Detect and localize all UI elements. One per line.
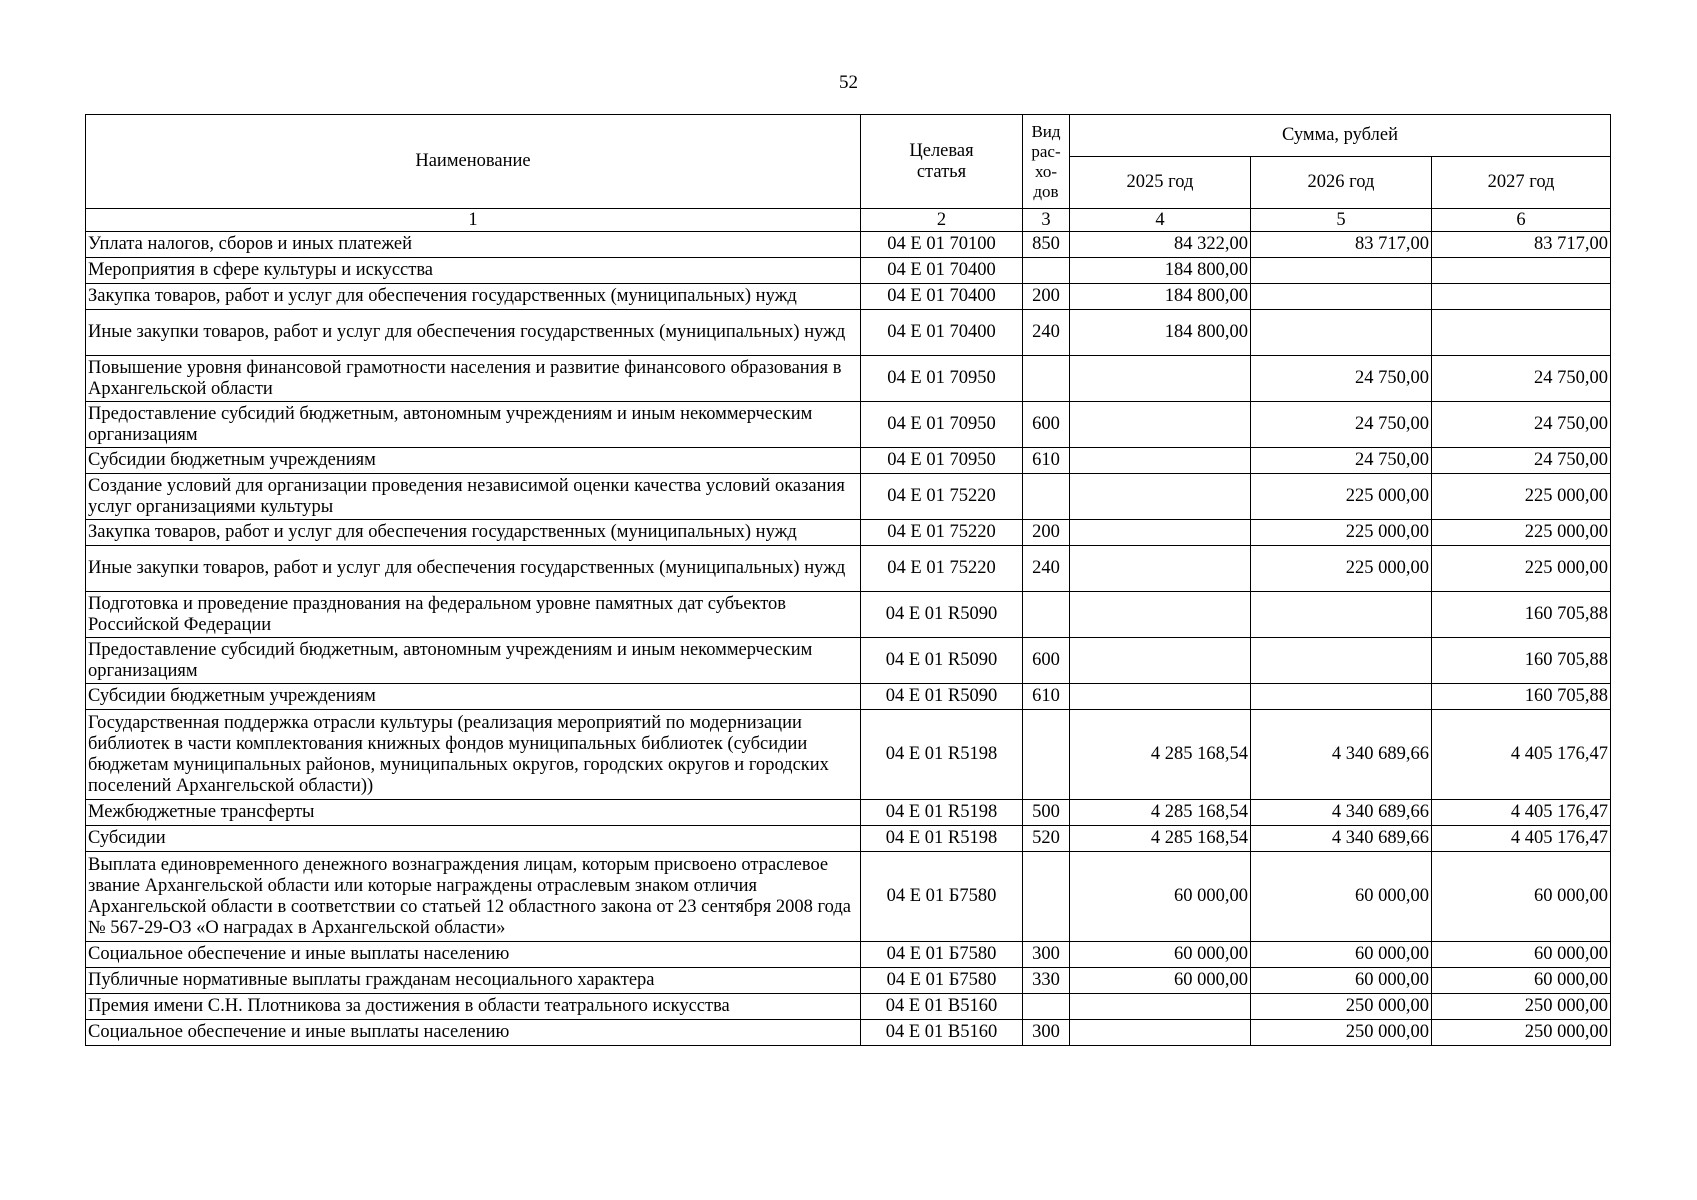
row-amount-2026: 4 340 689,66 — [1251, 826, 1432, 852]
table-row — [86, 942, 1611, 968]
row-expense-type: 610 — [1023, 684, 1070, 710]
row-expense-type: 200 — [1023, 520, 1070, 546]
row-expense-type: 600 — [1023, 638, 1070, 684]
row-expense-type — [1023, 258, 1070, 284]
table-row — [86, 232, 1611, 258]
row-code: 04 E 01 B5160 — [861, 1020, 1023, 1046]
row-name: Субсидии — [86, 826, 861, 852]
row-expense-type — [1023, 852, 1070, 942]
row-amount-2027: 225 000,00 — [1432, 546, 1611, 592]
row-amount-2027: 60 000,00 — [1432, 968, 1611, 994]
table-row — [86, 402, 1611, 448]
row-amount-2027: 4 405 176,47 — [1432, 826, 1611, 852]
row-code: 04 E 01 Б7580 — [861, 942, 1023, 968]
row-name: Мероприятия в сфере культуры и искусства — [86, 258, 861, 284]
row-amount-2027: 250 000,00 — [1432, 1020, 1611, 1046]
row-expense-type: 240 — [1023, 310, 1070, 356]
row-amount-2026: 250 000,00 — [1251, 994, 1432, 1020]
row-code: 04 E 01 70950 — [861, 448, 1023, 474]
row-name: Повышение уровня финансовой грамотности населения и развитие финансового образования в Архангельской области — [86, 356, 861, 402]
row-name: Подготовка и проведение празднования на федеральном уровне памятных дат субъектов Российской Федерации — [86, 592, 861, 638]
row-expense-type — [1023, 592, 1070, 638]
row-code: 04 E 01 R5198 — [861, 710, 1023, 800]
col-number: 1 — [86, 209, 861, 232]
row-name: Государственная поддержка отрасли культуры (реализация мероприятий по модернизации библиотек в части комплектования книжных фондов муниципальных библиотек (субсидии бюджетам муниципальных районов, муниципальных округов, городских округов и городских поселений Архангельской области)) — [86, 710, 861, 800]
row-amount-2026 — [1251, 284, 1432, 310]
row-amount-2027: 4 405 176,47 — [1432, 800, 1611, 826]
row-amount-2027: 60 000,00 — [1432, 942, 1611, 968]
row-amount-2025: 184 800,00 — [1070, 310, 1251, 356]
row-name: Закупка товаров, работ и услуг для обеспечения государственных (муниципальных) нужд — [86, 284, 861, 310]
row-code: 04 E 01 70100 — [861, 232, 1023, 258]
row-amount-2025: 60 000,00 — [1070, 852, 1251, 942]
row-name: Выплата единовременного денежного вознаграждения лицам, которым присвоено отраслевое звание Архангельской области или которые награждены отраслевым знаком отличия Архангельской области в соответствии со статьей 12 областного закона от 23 сентября 2008 года № 567-29-ОЗ «О наградах в Архангельской области» — [86, 852, 861, 942]
table-row — [86, 994, 1611, 1020]
header-type-line: дов — [1033, 181, 1059, 201]
table-row — [86, 356, 1611, 402]
row-amount-2027: 225 000,00 — [1432, 520, 1611, 546]
row-amount-2027: 160 705,88 — [1432, 592, 1611, 638]
row-amount-2027: 24 750,00 — [1432, 448, 1611, 474]
row-name: Социальное обеспечение и иные выплаты населению — [86, 1020, 861, 1046]
table-row — [86, 284, 1611, 310]
col-number: 4 — [1070, 209, 1251, 232]
row-amount-2027: 225 000,00 — [1432, 474, 1611, 520]
row-expense-type — [1023, 356, 1070, 402]
row-code: 04 E 01 R5198 — [861, 826, 1023, 852]
row-expense-type: 520 — [1023, 826, 1070, 852]
row-code: 04 E 01 70950 — [861, 356, 1023, 402]
row-amount-2027 — [1432, 284, 1611, 310]
row-code: 04 E 01 75220 — [861, 520, 1023, 546]
row-amount-2026: 24 750,00 — [1251, 402, 1432, 448]
row-code: 04 E 01 R5090 — [861, 638, 1023, 684]
header-code-label: Целевая статья — [909, 140, 974, 182]
row-name: Создание условий для организации проведения независимой оценки качества условий оказания услуг организациями культуры — [86, 474, 861, 520]
row-amount-2026: 24 750,00 — [1251, 448, 1432, 474]
row-name: Межбюджетные трансферты — [86, 800, 861, 826]
row-amount-2027: 83 717,00 — [1432, 232, 1611, 258]
row-amount-2027 — [1432, 258, 1611, 284]
table-row — [86, 826, 1611, 852]
row-code: 04 E 01 R5090 — [861, 684, 1023, 710]
row-amount-2026 — [1251, 258, 1432, 284]
row-amount-2026: 225 000,00 — [1251, 520, 1432, 546]
row-name: Иные закупки товаров, работ и услуг для обеспечения государственных (муниципальных) нужд — [86, 310, 861, 356]
row-amount-2025: 60 000,00 — [1070, 968, 1251, 994]
table-row — [86, 852, 1611, 942]
header-code — [861, 115, 1023, 209]
row-amount-2026: 60 000,00 — [1251, 942, 1432, 968]
table-row — [86, 800, 1611, 826]
col-number: 6 — [1432, 209, 1611, 232]
row-amount-2025: 184 800,00 — [1070, 258, 1251, 284]
header-sum: Сумма, рублей — [1070, 115, 1611, 157]
row-amount-2027: 24 750,00 — [1432, 402, 1611, 448]
row-amount-2025: 4 285 168,54 — [1070, 826, 1251, 852]
row-amount-2025 — [1070, 546, 1251, 592]
row-code: 04 E 01 75220 — [861, 474, 1023, 520]
row-amount-2025 — [1070, 448, 1251, 474]
table-row — [86, 546, 1611, 592]
row-amount-2025 — [1070, 520, 1251, 546]
row-amount-2027: 60 000,00 — [1432, 852, 1611, 942]
row-expense-type — [1023, 710, 1070, 800]
row-amount-2027 — [1432, 310, 1611, 356]
row-expense-type: 200 — [1023, 284, 1070, 310]
row-expense-type: 850 — [1023, 232, 1070, 258]
row-amount-2026: 225 000,00 — [1251, 546, 1432, 592]
row-amount-2025 — [1070, 994, 1251, 1020]
row-code: 04 E 01 Б7580 — [861, 852, 1023, 942]
budget-table — [85, 114, 1611, 1046]
row-amount-2027: 160 705,88 — [1432, 684, 1611, 710]
row-amount-2026 — [1251, 638, 1432, 684]
row-code: 04 E 01 70400 — [861, 310, 1023, 356]
row-name: Иные закупки товаров, работ и услуг для обеспечения государственных (муниципальных) нужд — [86, 546, 861, 592]
row-amount-2026: 60 000,00 — [1251, 968, 1432, 994]
col-number: 2 — [861, 209, 1023, 232]
table-row — [86, 968, 1611, 994]
table-row — [86, 638, 1611, 684]
row-amount-2026: 24 750,00 — [1251, 356, 1432, 402]
row-name: Социальное обеспечение и иные выплаты населению — [86, 942, 861, 968]
page-number: 52 — [839, 72, 858, 93]
row-name: Субсидии бюджетным учреждениям — [86, 684, 861, 710]
row-name: Предоставление субсидий бюджетным, автономным учреждениям и иным некоммерческим организациям — [86, 402, 861, 448]
row-amount-2025: 4 285 168,54 — [1070, 800, 1251, 826]
row-expense-type: 610 — [1023, 448, 1070, 474]
row-name: Уплата налогов, сборов и иных платежей — [86, 232, 861, 258]
row-code: 04 E 01 R5090 — [861, 592, 1023, 638]
row-amount-2027: 160 705,88 — [1432, 638, 1611, 684]
table-row — [86, 710, 1611, 800]
row-code: 04 E 01 70400 — [861, 258, 1023, 284]
row-amount-2025 — [1070, 638, 1251, 684]
row-code: 04 E 01 70950 — [861, 402, 1023, 448]
row-expense-type: 600 — [1023, 402, 1070, 448]
row-name: Субсидии бюджетным учреждениям — [86, 448, 861, 474]
row-expense-type: 300 — [1023, 942, 1070, 968]
row-amount-2025 — [1070, 1020, 1251, 1046]
row-amount-2025 — [1070, 684, 1251, 710]
row-expense-type: 500 — [1023, 800, 1070, 826]
table-row — [86, 448, 1611, 474]
table-row — [86, 310, 1611, 356]
header-type-line: рас- — [1031, 141, 1061, 161]
row-expense-type — [1023, 474, 1070, 520]
row-amount-2026: 250 000,00 — [1251, 1020, 1432, 1046]
table-row — [86, 520, 1611, 546]
table-row — [86, 592, 1611, 638]
row-amount-2025: 4 285 168,54 — [1070, 710, 1251, 800]
row-amount-2025 — [1070, 356, 1251, 402]
table-row — [86, 258, 1611, 284]
col-number: 3 — [1023, 209, 1070, 232]
row-expense-type: 300 — [1023, 1020, 1070, 1046]
row-amount-2025 — [1070, 592, 1251, 638]
row-amount-2025: 184 800,00 — [1070, 284, 1251, 310]
header-name: Наименование — [86, 115, 861, 209]
row-name: Премия имени С.Н. Плотникова за достижения в области театрального искусства — [86, 994, 861, 1020]
row-amount-2025: 60 000,00 — [1070, 942, 1251, 968]
table-row — [86, 1020, 1611, 1046]
row-amount-2025: 84 322,00 — [1070, 232, 1251, 258]
row-expense-type — [1023, 994, 1070, 1020]
row-expense-type: 240 — [1023, 546, 1070, 592]
row-amount-2026: 4 340 689,66 — [1251, 800, 1432, 826]
row-amount-2026 — [1251, 684, 1432, 710]
row-name: Публичные нормативные выплаты гражданам несоциального характера — [86, 968, 861, 994]
row-code: 04 E 01 R5198 — [861, 800, 1023, 826]
row-name: Предоставление субсидий бюджетным, автономным учреждениям и иным некоммерческим организациям — [86, 638, 861, 684]
row-amount-2027: 4 405 176,47 — [1432, 710, 1611, 800]
table-body — [86, 232, 1611, 1046]
header-type — [1023, 115, 1070, 209]
header-year-2025: 2025 год — [1070, 157, 1251, 209]
table-row — [86, 474, 1611, 520]
table-row — [86, 684, 1611, 710]
row-amount-2026: 83 717,00 — [1251, 232, 1432, 258]
row-code: 04 E 01 Б7580 — [861, 968, 1023, 994]
row-name: Закупка товаров, работ и услуг для обеспечения государственных (муниципальных) нужд — [86, 520, 861, 546]
col-number: 5 — [1251, 209, 1432, 232]
row-amount-2025 — [1070, 474, 1251, 520]
row-amount-2026 — [1251, 592, 1432, 638]
row-amount-2026: 4 340 689,66 — [1251, 710, 1432, 800]
row-amount-2026 — [1251, 310, 1432, 356]
row-code: 04 E 01 75220 — [861, 546, 1023, 592]
header-type-line: хо- — [1034, 161, 1057, 181]
row-code: 04 E 01 70400 — [861, 284, 1023, 310]
row-amount-2027: 250 000,00 — [1432, 994, 1611, 1020]
header-type-line: Вид — [1031, 121, 1061, 141]
header-year-2026: 2026 год — [1251, 157, 1432, 209]
row-amount-2027: 24 750,00 — [1432, 356, 1611, 402]
row-amount-2025 — [1070, 402, 1251, 448]
row-code: 04 E 01 B5160 — [861, 994, 1023, 1020]
row-amount-2026: 60 000,00 — [1251, 852, 1432, 942]
header-year-2027: 2027 год — [1432, 157, 1611, 209]
row-expense-type: 330 — [1023, 968, 1070, 994]
row-amount-2026: 225 000,00 — [1251, 474, 1432, 520]
